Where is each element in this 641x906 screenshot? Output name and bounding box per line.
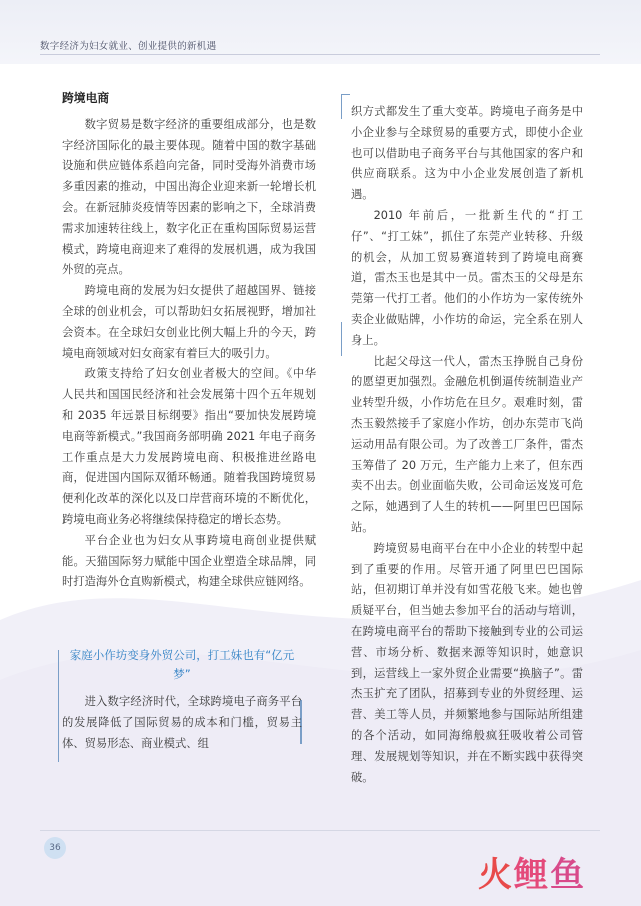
paragraph: 平台企业也为妇女从事跨境电商创业提供赋能。天猫国际努力赋能中国企业塑造全球品牌，同时打造海外仓直购新模式，构建全球供应链网络。	[62, 533, 316, 589]
paragraph: 织方式都发生了重大变革。跨境电子商务是中小企业参与全球贸易的重要方式，即使小企业也可以借助电子商务平台与其他国家的客户和供应商联系。这为中小企业发展创造了新机遇。	[351, 105, 583, 202]
paragraph: 比起父母这一代人，雷杰玉挣脱自己身份的愿望更加强烈。金融危机倒逼传统制造业产业转型升级，小作坊危在旦夕。艰难时刻，雷杰玉毅然接手了家庭小作坊，创办东莞市飞尚运动用品有限公司。为了改善工厂条件，雷杰玉筹借了 20 万元，生产能力上来了，但东西卖不出去。创业面临失败，公司命运岌岌可危之际，她遇到了人生的转机——阿里巴巴国际站。	[351, 354, 583, 534]
case-study-callout	[62, 646, 302, 754]
page-number-badge: 36	[44, 837, 66, 859]
logo-char: 火	[478, 855, 514, 895]
logo-char: 鱼	[550, 855, 586, 895]
callout-paragraph: 进入数字经济时代，全球跨境电子商务平台的发展降低了国际贸易的成本和门槛，贸易主体、贸易形态、商业模式、组	[62, 695, 302, 750]
paragraph: 2010 年前后，一批新生代的“打工仔”、“打工妹”，抓住了东莞产业转移、升级的机会，从加工贸易赛道转到了跨境电商赛道，雷杰玉也是其中一员。雷杰玉的父母是东莞第一代打工者。他们的小作坊为一家传统外卖企业做贴牌，小作坊的命运，完全系在别人身上。	[351, 208, 583, 347]
section-heading: 跨境电商	[62, 91, 110, 105]
callout-title: 家庭小作坊变身外贸公司，打工妹也有“亿元梦”	[69, 648, 295, 681]
watermark-logo	[478, 850, 586, 900]
paragraph: 跨境贸易电商平台在中小企业的转型中起到了重要的作用。尽管开通了阿里巴巴国际站，但初期订单并没有如雪花般飞来。她也曾质疑平台，但当她去参加平台的活动与培训，在跨境电商平台的帮助下接触到专业的公司运营、市场分析、数据来源等知识时，她意识到，运营线上一家外贸企业需要“换脑子”。雷杰玉扩充了团队，招募到专业的外贸经理、运营、美工等人员，并频繁地参与国际站所组建的各个活动，如同海绵般疯狂吸收着公司管理、发展规划等知识，并在不断实践中获得突破。	[351, 541, 583, 784]
footer-divider	[40, 830, 600, 831]
bracket-decoration	[341, 322, 348, 356]
logo-char: 鲤	[514, 855, 550, 895]
header-divider	[40, 54, 600, 55]
paragraph: 政策支持给了妇女创业者极大的空间。《中华人民共和国国民经济和社会发展第十四个五年规划和 2035 年远景目标纲要》指出“要加快发展跨境电商等新模式。”我国商务部明确 2021 年电子商务工作重点是大力发展跨境电商、积极推进丝路电商，促进国内国际双循环畅通。随着我国跨境贸易便利化改革的深化以及口岸营商环境的不断优化，跨境电商业务必将继续保持稳定的增长态势。	[62, 367, 316, 526]
right-column	[351, 102, 583, 788]
left-column	[62, 88, 316, 593]
running-header-title: 数字经济为妇女就业、创业提供的新机遇	[40, 41, 217, 52]
paragraph: 跨境电商的发展为妇女提供了超越国界、链接全球的创业机会，可以帮助妇女拓展视野，增加社会资本。在全球妇女创业比例大幅上升的今天，跨境电商领域对妇女商家有着巨大的吸引力。	[62, 284, 316, 360]
paragraph: 数字贸易是数字经济的重要组成部分，也是数字经济国际化的最主要体现。随着中国的数字基础设施和供应链体系趋向完备，同时受海外消费市场多重因素的推动，中国出海企业迎来新一轮增长机会。在新冠肺炎疫情等因素的影响之下，全球消费需求加速转往线上，数字化正在重构国际贸易运营模式，跨境电商迎来了难得的发展机遇，成为我国外贸的亮点。	[62, 117, 316, 277]
bracket-decoration	[341, 94, 350, 119]
